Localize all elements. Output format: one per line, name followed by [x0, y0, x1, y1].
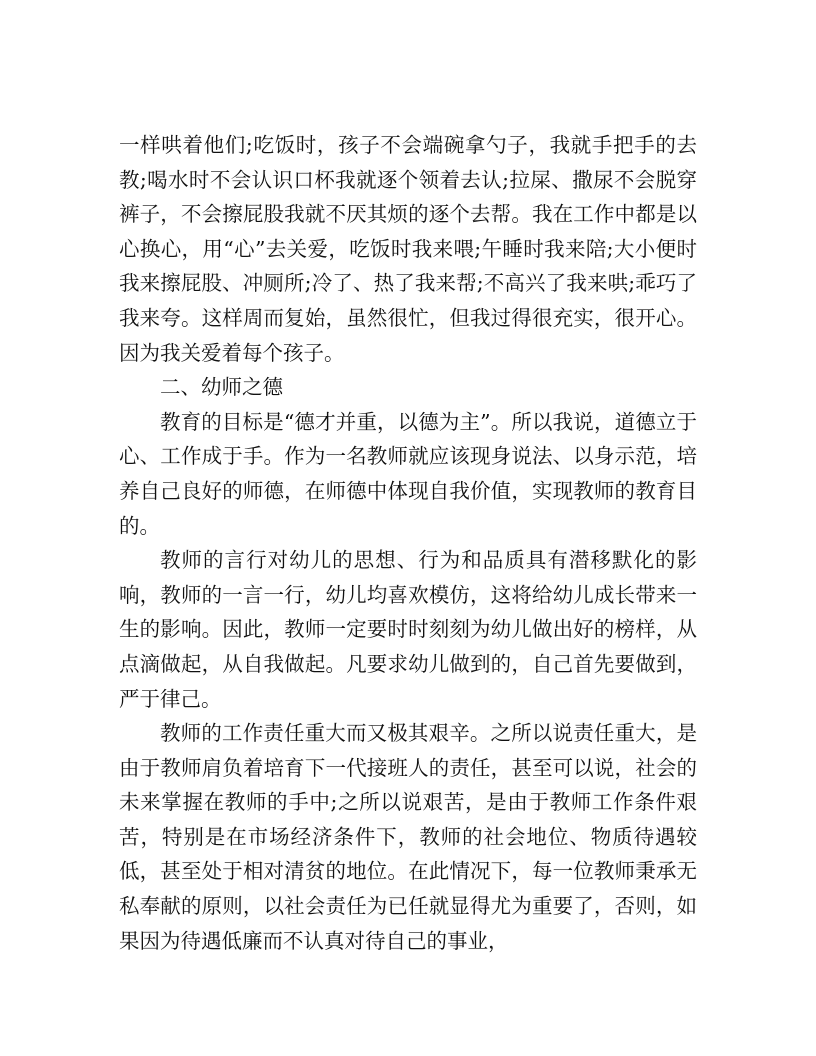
- paragraph-influence: 教师的言行对幼儿的思想、行为和品质具有潜移默化的影响，教师的一言一行，幼儿均喜欢模仿，这将给幼儿成长带来一生的影响。因此，教师一定要时时刻刻为幼儿做出好的榜样，从点滴做起，从自我做起。凡要求幼儿做到的，自己首先要做到，严于律己。: [119, 548, 697, 711]
- section-heading: 二、幼师之德: [160, 375, 283, 400]
- document-page: [119, 128, 697, 958]
- paragraph-continuation: 一样哄着他们;吃饭时，孩子不会端碗拿勺子，我就手把手的去教;喝水时不会认识口杯我就逐个领着去认;拉屎、撒尿不会脱穿裤子，不会擦屁股我就不厌其烦的逐个去帮。我在工作中都是以心换心，用“心”去关爱，吃饭时我来喂;午睡时我来陪;大小便时我来擦屁股、冲厕所;冷了、热了我来帮;不高兴了我来哄;乖巧了我来夸。这样周而复始，虽然很忙，但我过得很充实，很开心。因为我关爱着每个孩子。: [119, 133, 697, 365]
- paragraph-responsibility: 教师的工作责任重大而又极其艰辛。之所以说责任重大，是由于教师肩负着培育下一代接班人的责任，甚至可以说，社会的未来掌握在教师的手中;之所以说艰苦，是由于教师工作条件艰苦，特别是在市场经济条件下，教师的社会地位、物质待遇较低，甚至处于相对清贫的地位。在此情况下，每一位教师秉承无私奉献的原则，以社会责任为已任就显得尤为重要了，否则，如果因为待遇低廉而不认真对待自己的事业，: [119, 721, 697, 953]
- paragraph-goal: 教育的目标是“德才并重，以德为主”。所以我说，道德立于心、工作成于手。作为一名教师就应该现身说法、以身示范，培养自己良好的师德，在师德中体现自我价值，实现教师的教育目的。: [119, 409, 697, 538]
